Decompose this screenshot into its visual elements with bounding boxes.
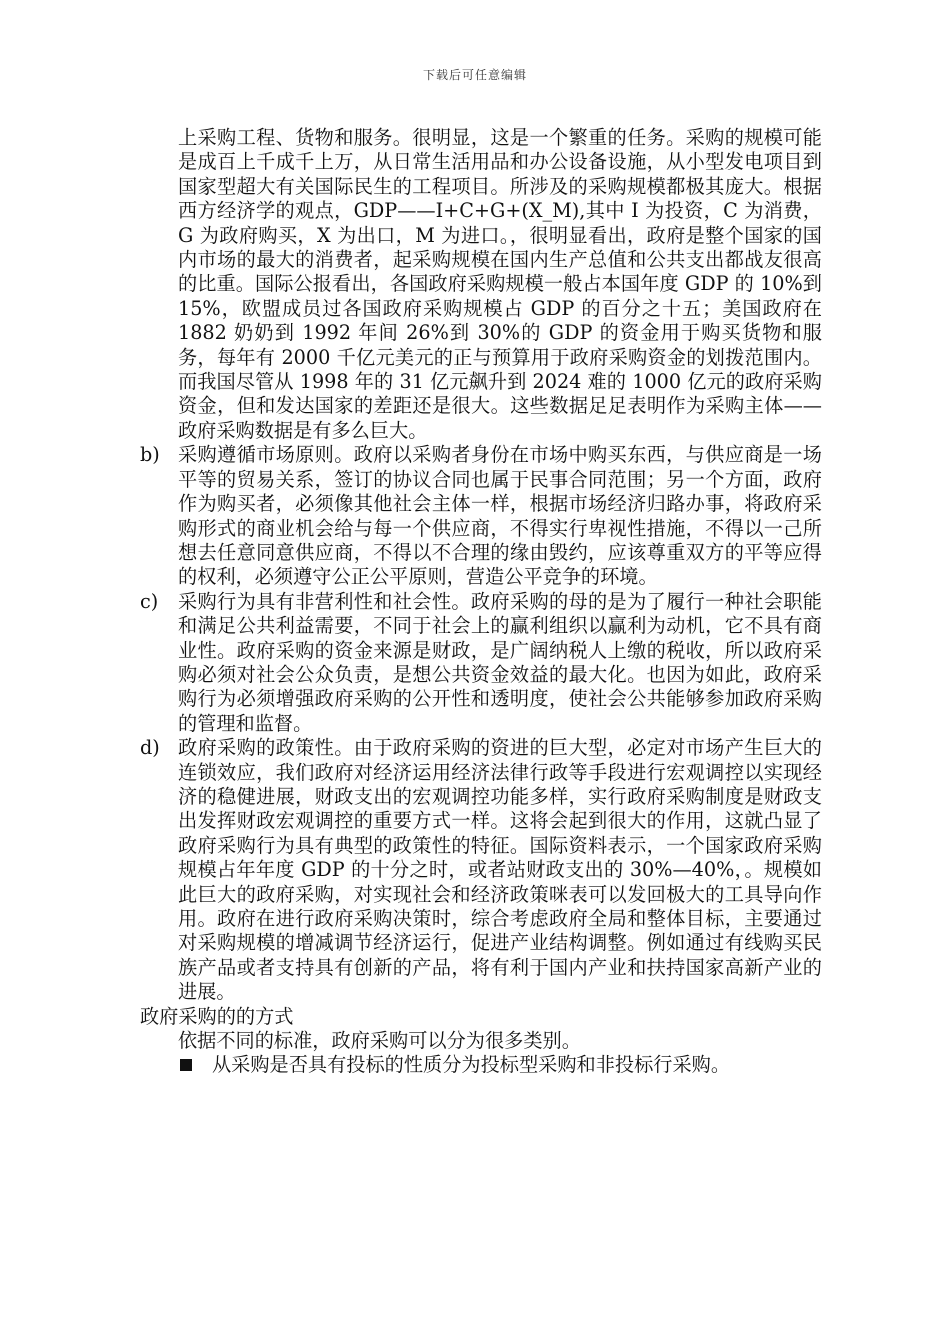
list-item-c [140,590,822,736]
list-marker: b) [140,443,160,467]
list-item-text: 采购遵循市场原则。政府以采购者身份在市场中购买东西，与供应商是一场平等的贸易关系，签订的协议合同也属于民事合同范围；另一个方面，政府作为购买者，必须像其他社会主体一样，根据市场经济归路办事，将政府采购形式的商业机会给与每一个供应商，不得实行卑视性措施，不得以一己所想去任意同意供应商，不得以不合理的缘由毁约，应该尊重双方的平等应得的权利，必须遵守公正公平原则，营造公平竞争的环境。 [178,443,822,589]
list-item-text: 政府采购的政策性。由于政府采购的资进的巨大型，必定对市场产生巨大的连锁效应，我们政府对经济运用经济法律行政等手段进行宏观调控以实现经济的稳健进展，财政支出的宏观调控功能多样，实行政府采购制度是财政支出发挥财政宏观调控的重要方式一样。这将会起到很大的作用，这就凸显了政府采购行为具有典型的政策性的特征。国际资料表示，一个国家政府采购规模占年年度 GDP 的十分之时，或者站财政支出的 30%—40%，。规模如此巨大的政府采购，对实现社会和经济政策咪表可以发回极大的工具导向作用。政府在进行政府采购决策时，综合考虑政府全局和整体目标，主要通过对采购规模的增减调节经济运行，促进产业结构调整。例如通过有线购买民族产品或者支持具有创新的产品，将有利于国内产业和扶持国家高新产业的进展。 [178,736,822,1004]
continuation-paragraph: 上采购工程、货物和服务。很明显，这是一个繁重的任务。采购的规模可能是成百上千成千上万，从日常生活用品和办公设备设施，从小型发电项目到国家型超大有关国际民生的工程项目。所涉及的采购规模都极其庞大。根据西方经济学的观点，GDP——I+C+G+(X_M),其中 I 为投资，C 为消费，G 为政府购买，X 为出口，M 为进口。，很明显看出，政府是整个国家的国内市场的最大的消费者，起采购规模在国内生产总值和公共支出都战友很高的比重。国际公报看出，各国政府采购规模一般占本国年度 GDP 的 10%到 15%，欧盟成员过各国政府采购规模占 GDP 的百分之十五；美国政府在 1882 奶奶到 1992 年间 26%到 30%的 GDP 的资金用于购买货物和服务，每年有 2000 千亿元美元的正与预算用于政府采购资金的划拨范围内。而我国尽管从 1998 年的 31 亿元飙升到 2024 难的 1000 亿元的政府采购资金，但和发达国家的差距还是很大。这些数据足足表明作为采购主体——政府采购数据是有多么巨大。 [178,126,822,442]
section-intro: 依据不同的标准，政府采购可以分为很多类别。 [178,1029,581,1053]
bullet-item [140,1053,822,1077]
list-item-text: 采购行为具有非营利性和社会性。政府采购的母的是为了履行一种社会职能和满足公共利益需要，不同于社会上的赢利组织以赢利为动机，它不具有商业性。政府采购的资金来源是财政，是广阔纳税人上缴的税收，所以政府采购必须对社会公众负责，是想公共资金效益的最大化。也因为如此，政府采购行为必须增强政府采购的公开性和透明度，使社会公共能够参加政府采购的管理和监督。 [178,589,822,735]
section-heading: 政府采购的的方式 [140,1004,294,1028]
list-marker: d) [140,736,160,760]
bullet-text: 从采购是否具有投标的性质分为投标型采购和非投标行采购。 [212,1053,731,1077]
list-item-d [140,736,822,1004]
list-item-b [140,443,822,589]
page-header: 下载后可任意编辑 [422,68,527,82]
document-body [140,126,822,1078]
list-marker: c) [140,589,159,613]
square-bullet-icon [180,1059,192,1071]
